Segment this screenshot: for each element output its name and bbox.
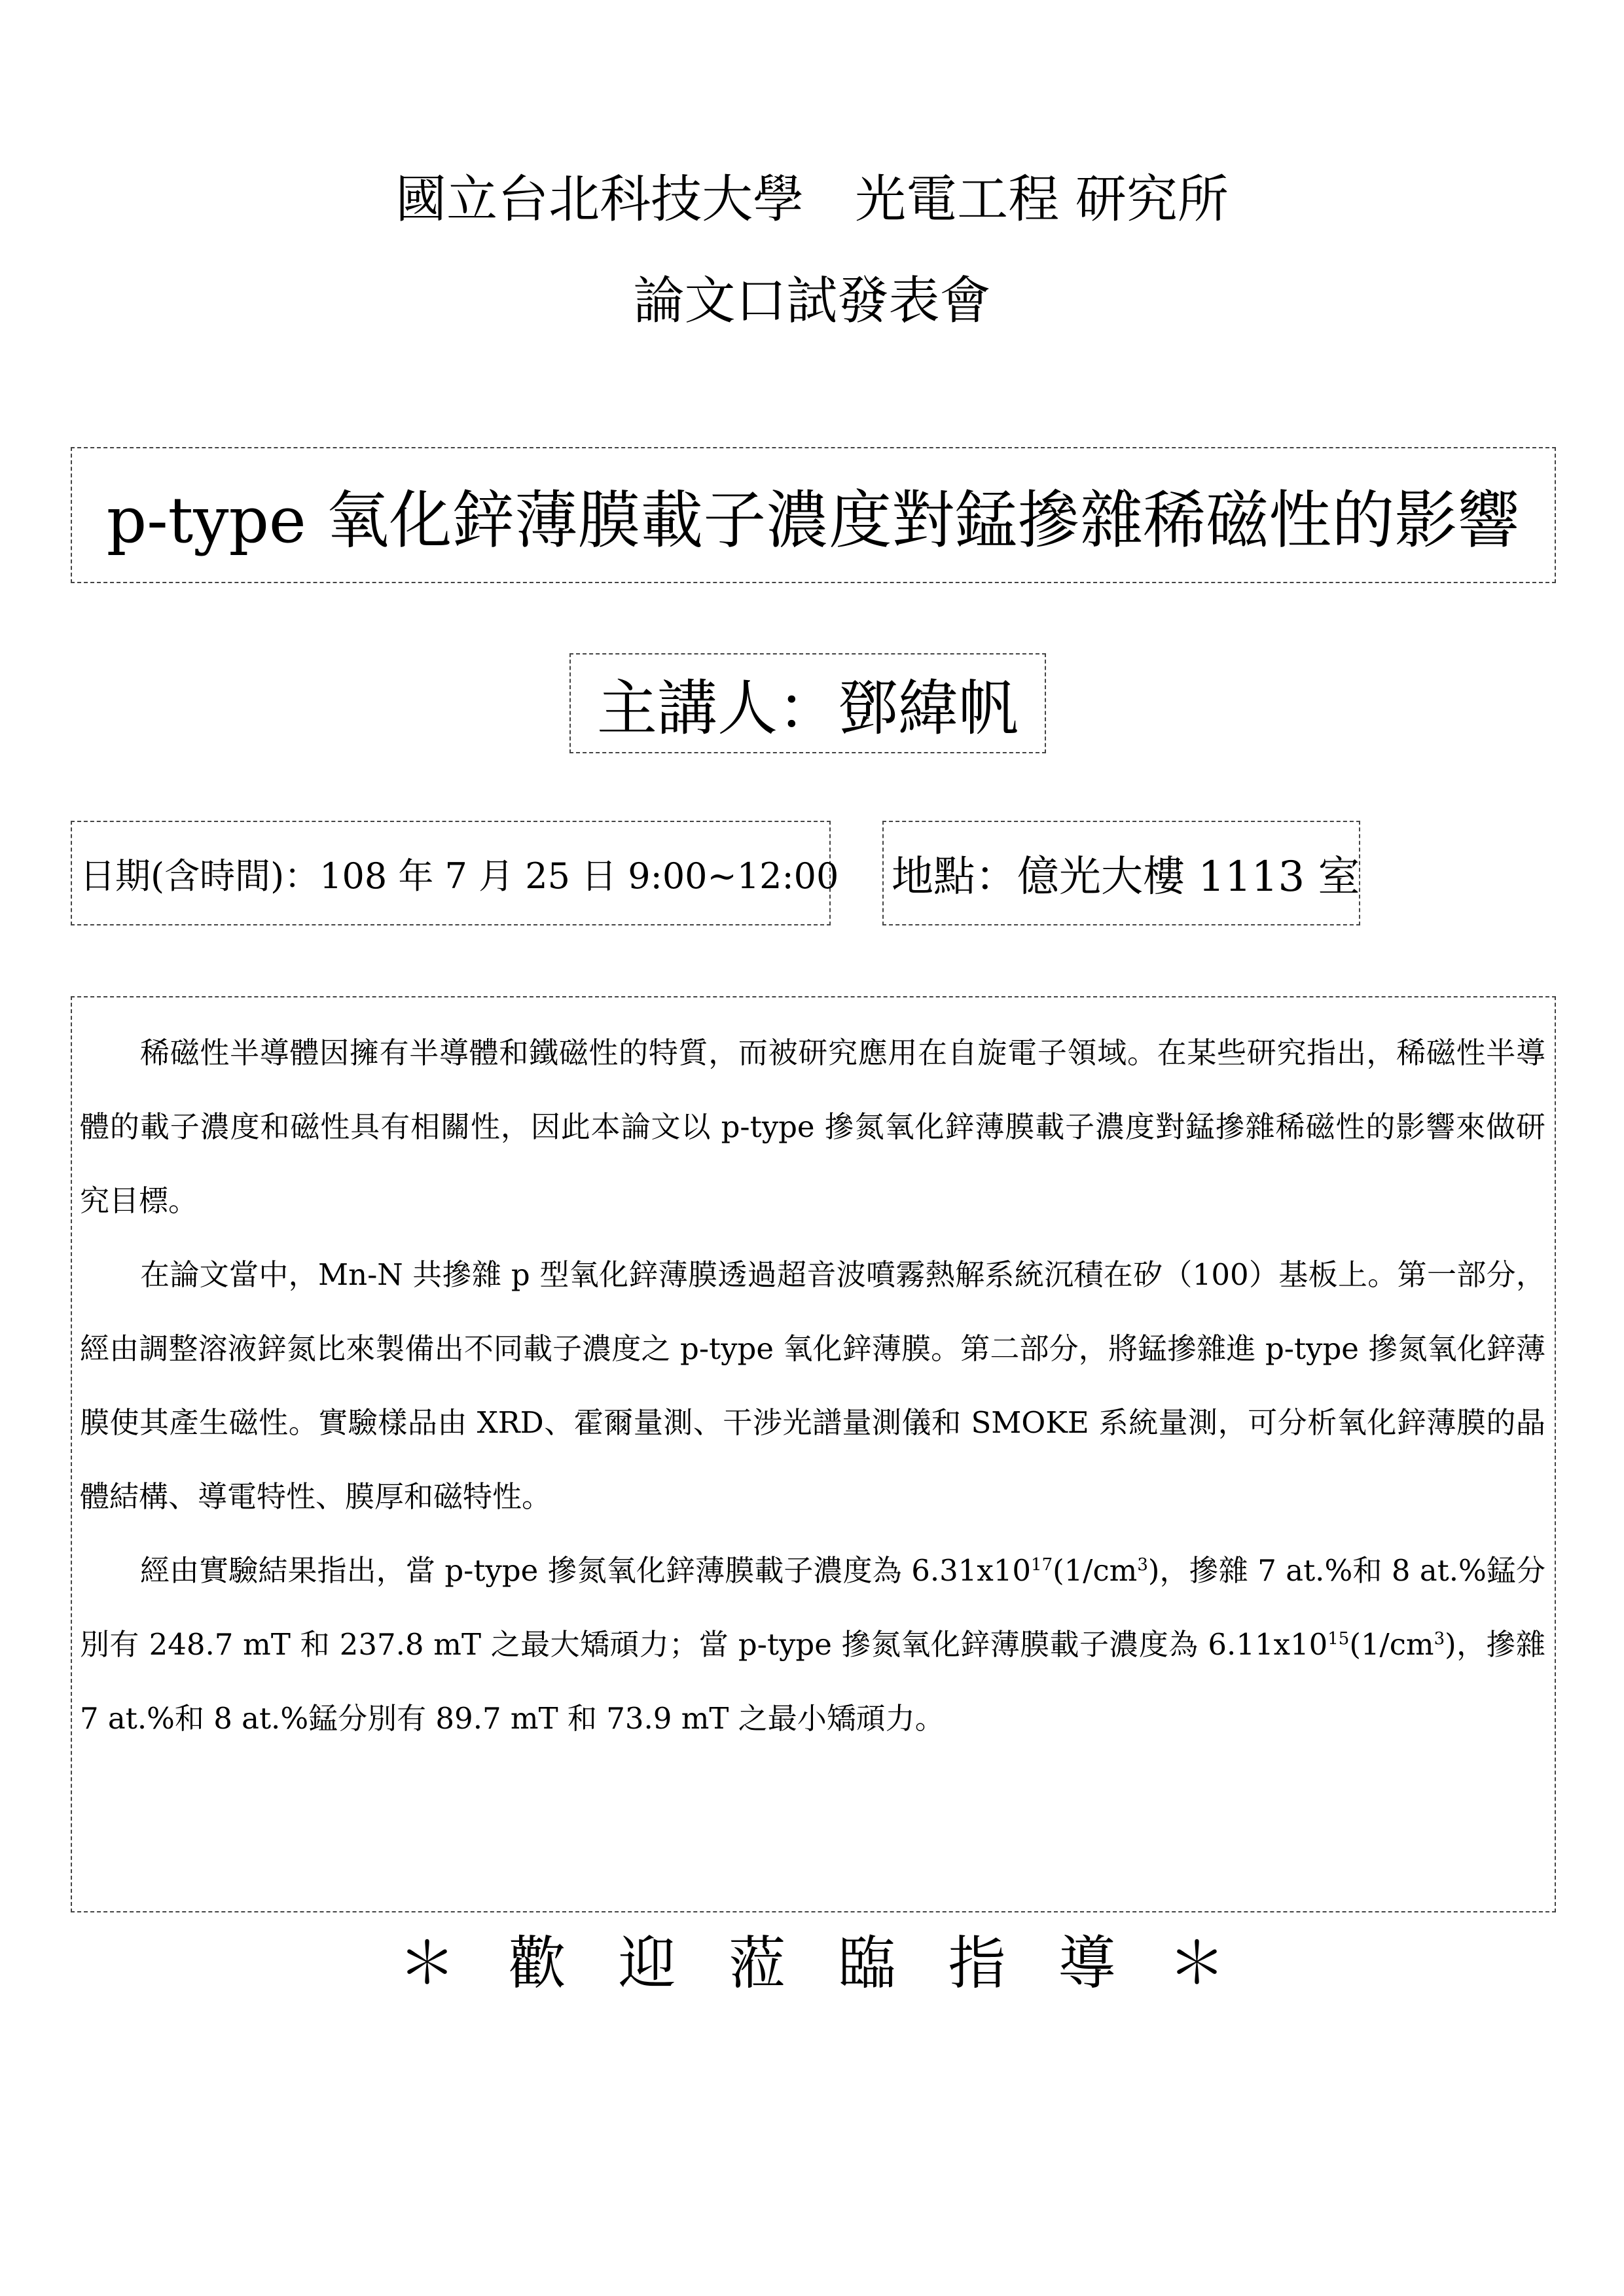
exponent-15: 15 bbox=[1327, 1629, 1350, 1649]
welcome-word: 迎 bbox=[618, 1929, 676, 1997]
thesis-title-box bbox=[71, 447, 1556, 583]
date-time: 日期(含時間)：108 年 7 月 25 日 9:00~12:00 bbox=[80, 855, 839, 897]
abstract-paragraph-3 bbox=[80, 1534, 1545, 1755]
date-box bbox=[71, 821, 839, 925]
abstract-p3-text-c: )，摻雜 7 at.%和 8 at.%錳分別有 248.7 mT 和 237.8 mT 之最大矯頑力；當 p-type 摻氮氧化鋅薄膜載子濃度為 6.11x10 bbox=[80, 1553, 1546, 1662]
star-left: ＊ bbox=[398, 1929, 456, 1997]
welcome-word: 指 bbox=[948, 1929, 1006, 1997]
abstract-p3-text-e: )，摻雜 7 at.%和 8 at.%錳分別有 89.7 mT 和 73.9 mT 之最小矯頑力。 bbox=[80, 1627, 1545, 1736]
abstract-p3-text-b: (1/cm bbox=[1053, 1553, 1138, 1588]
welcome-word: 歡 bbox=[508, 1929, 566, 1997]
event-heading: 論文口試發表會 bbox=[633, 272, 991, 331]
abstract-paragraph-1: 稀磁性半導體因擁有半導體和鐵磁性的特質，而被研究應用在自旋電子領域。在某些研究指出，稀磁性半導體的載子濃度和磁性具有相關性，因此本論文以 p-type 摻氮氧化鋅薄膜載子濃度對錳摻雜稀磁性的影響來做研究目標。 bbox=[80, 1035, 1545, 1218]
welcome-word: 導 bbox=[1058, 1929, 1116, 1997]
exponent-3a: 3 bbox=[1137, 1555, 1148, 1575]
welcome-line bbox=[0, 1928, 1624, 2000]
welcome-word: 蒞 bbox=[728, 1929, 786, 1997]
thesis-title: p-type 氧化鋅薄膜載子濃度對錳摻雜稀磁性的影響 bbox=[106, 483, 1521, 557]
abstract-p3-text-a: 經由實驗結果指出，當 p-type 摻氮氧化鋅薄膜載子濃度為 6.31x10 bbox=[140, 1553, 1032, 1588]
exponent-3b: 3 bbox=[1434, 1629, 1445, 1649]
speaker-box bbox=[569, 653, 1046, 753]
speaker-name: 主講人：鄧緯帆 bbox=[596, 673, 1019, 744]
welcome-word: 臨 bbox=[838, 1929, 896, 1997]
abstract-paragraph-2: 在論文當中，Mn-N 共摻雜 p 型氧化鋅薄膜透過超音波噴霧熱解系統沉積在矽（100）基板上。第一部分，經由調整溶液鋅氮比來製備出不同載子濃度之 p-type 氧化鋅薄膜。第二部分，將錳摻雜進 p-type 摻氮氧化鋅薄膜使其產生磁性。實驗樣品由 XRD、霍爾量測、干涉光譜量測儀和 SMOKE 系統量測，可分析氧化鋅薄膜的晶體結構、導電特性、膜厚和磁特性。 bbox=[80, 1257, 1545, 1514]
exponent-17: 17 bbox=[1031, 1555, 1053, 1575]
location: 地點：億光大樓 1113 室 bbox=[892, 853, 1360, 901]
institution-heading: 國立台北科技大學 光電工程 研究所 bbox=[395, 170, 1229, 229]
star-right: ＊ bbox=[1168, 1929, 1226, 1997]
abstract-p3-text-d: (1/cm bbox=[1349, 1627, 1434, 1662]
location-box bbox=[882, 821, 1360, 925]
abstract-box bbox=[71, 996, 1556, 1912]
